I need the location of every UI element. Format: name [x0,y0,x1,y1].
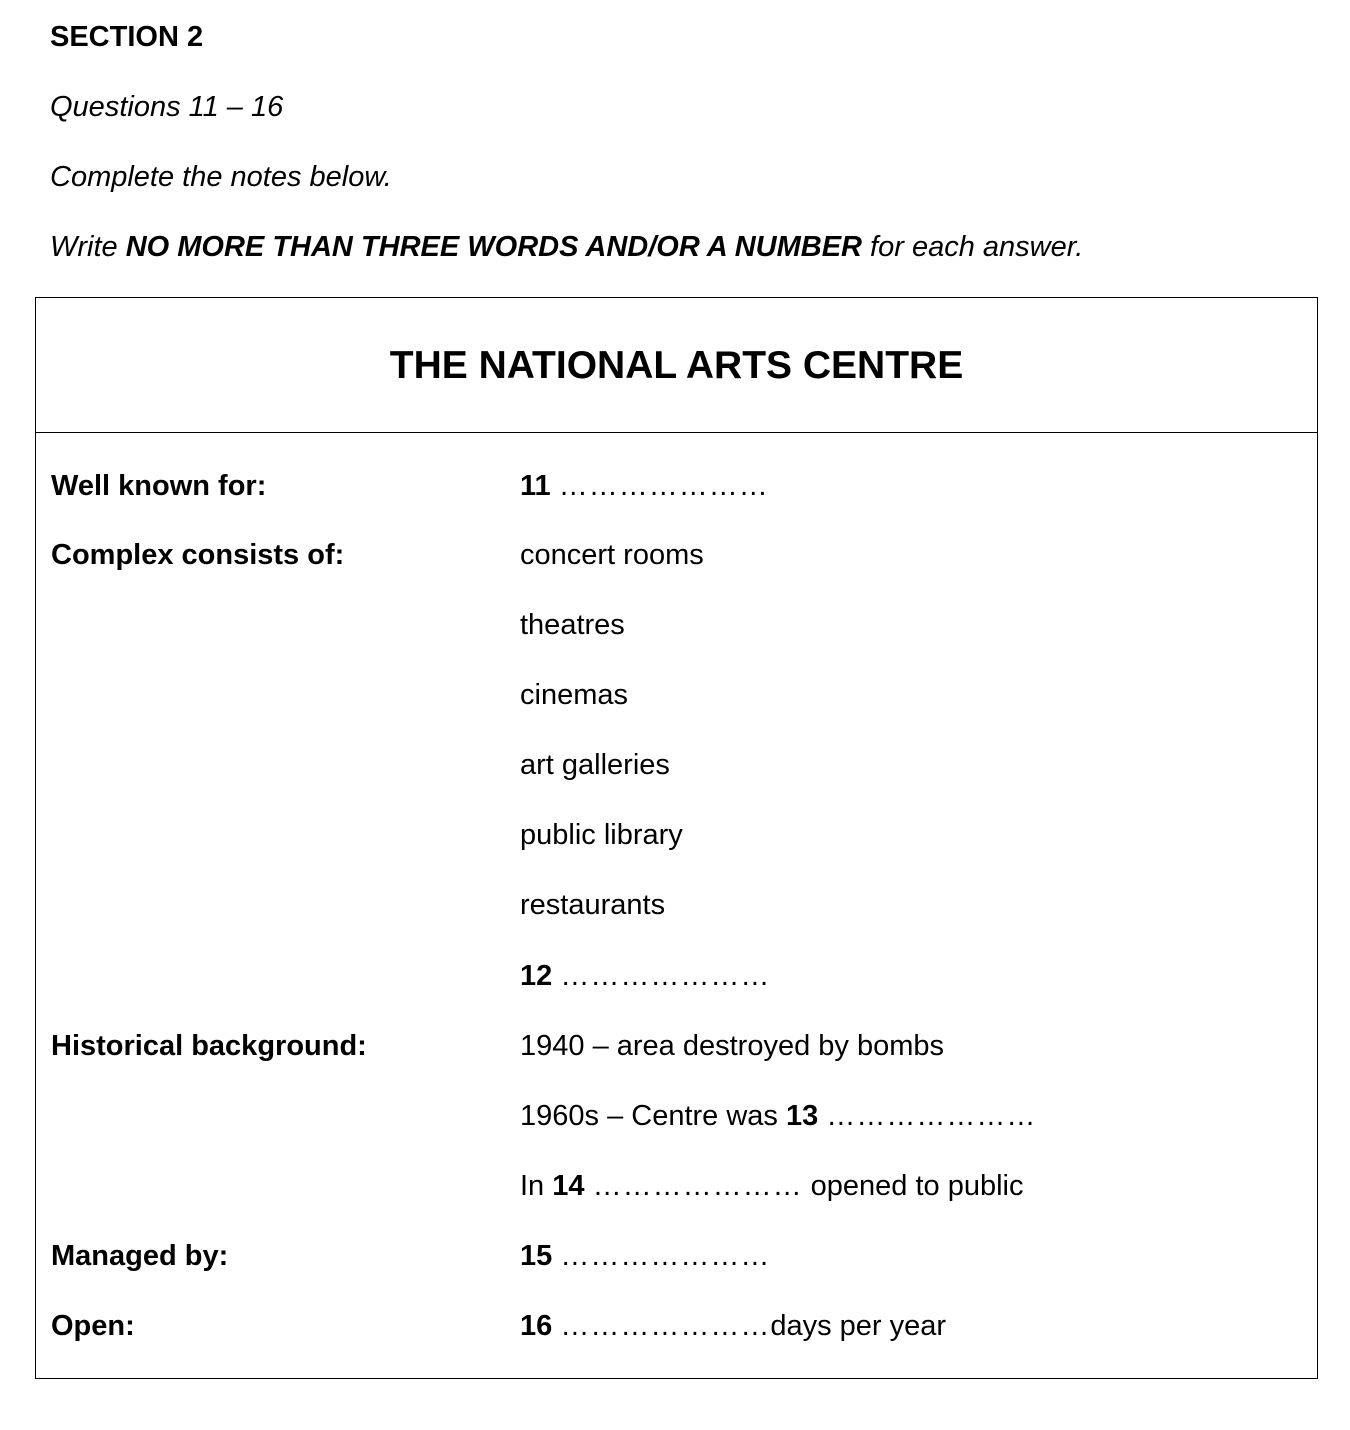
question-13 [520,1099,1036,1133]
question-11 [520,469,769,503]
answer-blank-14[interactable]: ………………… [592,1170,803,1202]
managed-label: Managed by: [51,1240,229,1272]
instruction-write-emphasis: NO MORE THAN THREE WORDS AND/OR A NUMBER [125,231,862,263]
complex-item: restaurants [520,889,666,921]
history-line-opened: opened to public [802,1170,1024,1202]
question-14-number: 14 [552,1170,585,1202]
questions-range: Questions 11 – 16 [50,91,284,123]
question-12-number: 12 [520,960,553,992]
instruction-write [50,230,1083,264]
complex-item: art galleries [520,749,670,781]
notes-title: THE NATIONAL ARTS CENTRE [389,344,964,387]
history-line-1960s: 1960s – Centre was [520,1100,786,1132]
question-15-number: 15 [520,1240,553,1272]
answer-blank-11[interactable]: ………………… [558,470,769,502]
history-label: Historical background: [51,1030,367,1062]
open-suffix: days per year [770,1310,947,1342]
complex-item: cinemas [520,679,628,711]
complex-item: public library [520,819,683,851]
history-line-1940: 1940 – area destroyed by bombs [520,1030,944,1062]
open-label: Open: [51,1310,135,1342]
instruction-write-suffix: for each answer. [861,231,1084,263]
complex-item: theatres [520,609,625,641]
well-known-label: Well known for: [51,470,267,502]
question-14 [520,1169,1023,1203]
history-line-in: In [520,1170,553,1202]
question-16 [520,1309,946,1343]
answer-blank-13[interactable]: ………………… [826,1100,1037,1132]
question-11-number: 11 [520,470,551,502]
section-heading: SECTION 2 [50,21,204,53]
question-16-number: 16 [520,1310,553,1342]
title-divider [36,432,1317,433]
question-12 [520,959,770,993]
complex-label: Complex consists of: [51,539,345,571]
question-13-number: 13 [785,1100,819,1132]
notes-table [35,297,1318,1379]
instruction-complete: Complete the notes below. [50,161,392,193]
question-15 [520,1239,770,1273]
answer-blank-12[interactable]: ………………… [560,960,771,992]
answer-blank-15[interactable]: ………………… [560,1240,771,1272]
instruction-write-prefix: Write [50,231,126,263]
answer-blank-16[interactable]: ………………… [560,1310,771,1342]
complex-item: concert rooms [520,539,704,571]
